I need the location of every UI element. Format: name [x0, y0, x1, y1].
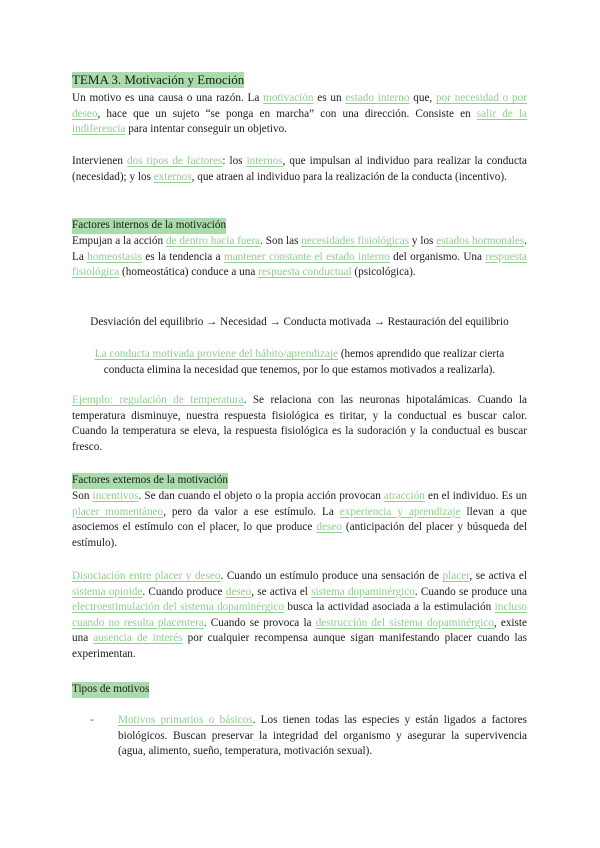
text-run: Intervienen — [72, 155, 127, 167]
text-run: (hemos aprendido que realizar cierta conducta elimina la necesidad que tenemos, por lo que estamos motivados a realizarla). — [103, 348, 505, 376]
text-run: Son — [72, 490, 93, 502]
text-run: que, — [409, 92, 437, 104]
term-highlight: destrucción del sistema dopaminérgico — [315, 616, 494, 629]
external-factors-paragraph — [72, 489, 527, 551]
text-run: (anticipación del placer y búsqueda del estímulo). — [72, 521, 528, 549]
term-highlight: sistema dopaminérgico — [311, 585, 415, 598]
text-run: , se activa el — [251, 585, 312, 598]
term-highlight: placer — [442, 570, 470, 582]
text-run: del organismo. Una — [389, 250, 486, 263]
text-run: es la tendencia a — [141, 250, 224, 263]
factors-paragraph — [72, 154, 527, 185]
text-run: , pero da valor a ese estímulo. La — [163, 505, 340, 518]
term-highlight: salir de la indiferencia — [72, 107, 527, 136]
text-run: , se activa el — [469, 570, 528, 582]
heading-internal-factors: Factores internos de la motivación — [72, 218, 226, 234]
dissociation-paragraph — [72, 569, 527, 663]
text-run: Un motivo es una causa o una razón. La — [72, 92, 264, 104]
intro-paragraph — [72, 91, 527, 138]
text-run: , existe una — [72, 616, 527, 645]
text-run: y los — [409, 235, 437, 247]
text-run: , hace que un sujeto “se ponga en marcha” con una dirección. Consiste en — [97, 107, 477, 120]
text-run: . Cuando se provoca la — [203, 616, 316, 629]
text-run: . Cuando se produce una — [414, 585, 527, 598]
heading-external-factors: Factores externos de la motivación — [72, 473, 228, 489]
term-highlight: placer momentáneo — [72, 505, 164, 518]
term-highlight: La conducta motivada proviene del hábito/aprendizaje — [94, 348, 339, 360]
term-highlight: deseo — [316, 521, 342, 534]
list-item — [90, 713, 527, 760]
example-paragraph — [72, 393, 527, 455]
text-run: Empujan a la acción — [72, 235, 166, 247]
term-highlight: dos tipos de factores — [126, 155, 223, 167]
text-run: por cualquier recompensa aunque sigan manifestando placer cuando las experimentan. — [72, 632, 527, 660]
term-highlight: sistema opioide — [72, 585, 143, 598]
term-highlight: ausencia de interés — [93, 632, 183, 645]
text-run: en el individuo. Es un — [424, 490, 527, 502]
text-run: . Son las — [260, 235, 302, 247]
list-bullet: - — [90, 714, 94, 726]
term-highlight: atracción — [383, 490, 425, 502]
term-highlight: incentivos — [92, 490, 139, 502]
text-run: . Cuando produce — [142, 585, 226, 598]
text-run: . Cuando un estímulo produce una sensación de — [220, 570, 443, 582]
text-run: busca la actividad asociada a la estimulación — [284, 601, 495, 614]
text-run: . Los tienen todas las especies y están ligados a factores biológicos. Buscan preservar la integridad del organismo y asegurar la supervivencia (agua, alimento, sueño, temperatura, motivación sexual). — [118, 714, 527, 758]
term-highlight: Motivos primarios o básicos — [118, 714, 253, 726]
term-highlight: incluso cuando no resulta placentera — [72, 601, 527, 629]
text-run: . Se dan cuando el objeto o la propia acción provocan — [138, 490, 384, 502]
term-highlight: Ejemplo: regulación de temperatura — [72, 394, 244, 406]
term-highlight: Disociación entre placer y deseo — [72, 570, 221, 582]
text-run: , que impulsan al individuo para realizar la conducta (necesidad); y los — [72, 155, 527, 183]
term-highlight: respuesta fisiológica — [72, 250, 527, 279]
term-highlight: de dentro hacia fuera — [165, 235, 261, 247]
term-highlight: por necesidad o por deseo — [72, 92, 527, 120]
text-run: para intentar conseguir un objetivo. — [125, 123, 287, 136]
term-highlight: deseo — [225, 585, 252, 598]
term-highlight: motivación — [263, 92, 314, 104]
term-highlight: homeostasis — [87, 250, 142, 263]
text-run: : los — [222, 155, 247, 167]
heading-motive-types: Tipos de motivos — [72, 682, 149, 698]
text-run: , que atraen al individuo para la realización de la conducta (incentivo). — [191, 170, 507, 183]
term-highlight: mantener constante el estado interno — [224, 250, 390, 263]
text-run: es un — [313, 92, 346, 104]
habit-paragraph — [82, 347, 517, 378]
document-title: TEMA 3. Motivación y Emoción — [72, 72, 245, 87]
text-run: (homeostática) conduce a una — [119, 266, 259, 279]
term-highlight: internos — [246, 155, 283, 167]
term-highlight: respuesta conductual — [258, 266, 352, 279]
sequence-line: Desviación del equilibrio → Necesidad → Conducta motivada → Restauración del equilibrio — [90, 316, 509, 328]
text-run: . La — [72, 235, 528, 263]
term-highlight: externos — [153, 170, 192, 183]
term-highlight: estado interno — [345, 92, 410, 104]
term-highlight: estados hormonales — [436, 235, 525, 247]
term-highlight: electroestimulación del sistema dopaminérgico — [72, 601, 284, 614]
text-run: . Se relaciona con las neuronas hipotalámicas. Cuando la temperatura disminuye, nuestra respuesta fisiológica es tiritar, y la conductual es buscar calor. Cuando la temperatura se eleva, la respuesta fisiológica es la sudoración y la conductual es buscar fresco. — [72, 394, 527, 453]
term-highlight: necesidades fisiológicas — [301, 235, 410, 247]
text-run: llevan a que asociemos el estímulo con el placer, lo que produce — [72, 505, 527, 534]
text-run: (psicológica). — [351, 266, 416, 279]
term-highlight: experiencia y aprendizaje — [339, 505, 461, 518]
primary-motives-text — [118, 713, 527, 760]
internal-factors-paragraph — [72, 234, 527, 281]
